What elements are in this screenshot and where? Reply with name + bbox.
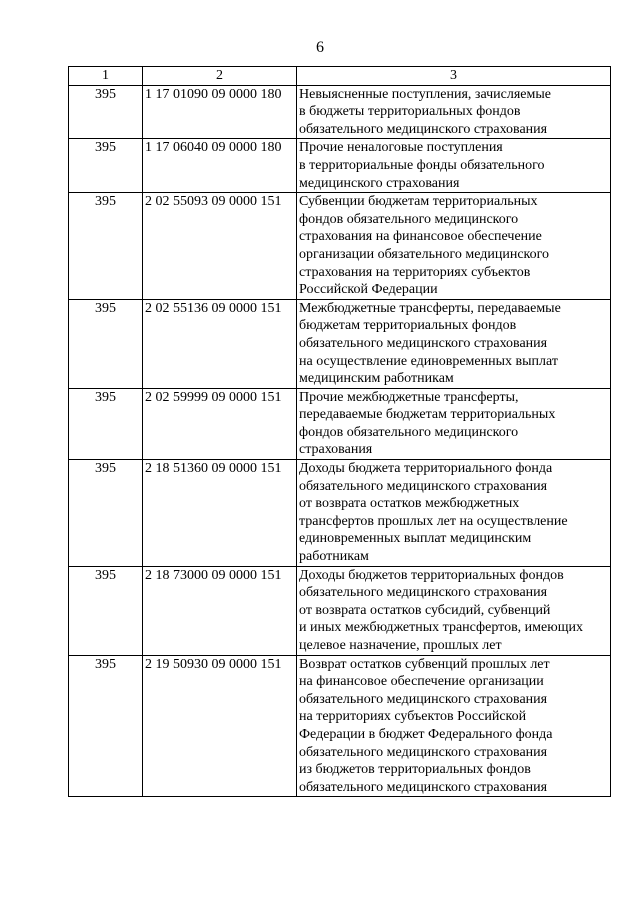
revenue-name-line: Субвенции бюджетам территориальных	[299, 194, 538, 210]
table-row	[69, 299, 611, 388]
revenue-name-cell	[297, 566, 611, 655]
table-row	[69, 85, 611, 139]
table-row	[69, 388, 611, 459]
table-row	[69, 460, 611, 567]
revenue-name-line: из бюджетов территориальных фондов	[299, 762, 531, 778]
admin-code-cell: 395	[69, 139, 143, 193]
revenue-name-line: на финансовое обеспечение организации	[299, 674, 544, 690]
revenue-name-line: бюджетам территориальных фондов	[299, 318, 517, 334]
revenue-name-line: работникам	[299, 549, 369, 565]
revenue-name-line: страхования на территориях субъектов	[299, 264, 531, 280]
admin-code-cell: 395	[69, 85, 143, 139]
table-row	[69, 193, 611, 300]
revenue-name-cell	[297, 85, 611, 139]
revenue-name-line: Прочие неналоговые поступления	[299, 140, 503, 156]
revenue-name-cell	[297, 139, 611, 193]
column-header-2: 2	[143, 67, 297, 86]
revenue-name-line: Доходы бюджета территориального фонда	[299, 461, 553, 477]
revenue-name-line: Возврат остатков субвенций прошлых лет	[299, 656, 550, 672]
revenue-name-line: передаваемые бюджетам территориальных	[299, 407, 556, 423]
revenue-name-line: Прочие межбюджетные трансферты,	[299, 389, 519, 405]
revenue-name-line: страхования	[299, 442, 373, 458]
revenue-name-line: в территориальные фонды обязательного	[299, 157, 545, 173]
revenue-name-line: Межбюджетные трансферты, передаваемые	[299, 300, 561, 316]
revenue-name-line: обязательного медицинского страхования	[299, 779, 548, 795]
admin-code-cell: 395	[69, 655, 143, 797]
revenue-name-line: целевое назначение, прошлых лет	[299, 638, 502, 653]
revenue-name-line: Федерации в бюджет Федерального фонда	[299, 726, 553, 742]
revenue-name-line: трансфертов прошлых лет на осуществление	[299, 513, 568, 529]
revenue-name-line: от возврата остатков субсидий, субвенций	[299, 602, 551, 618]
budget-classification-code-cell: 2 02 55136 09 0000 151	[143, 299, 297, 388]
admin-code-cell: 395	[69, 193, 143, 300]
table-row	[69, 655, 611, 797]
revenue-name-line: фондов обязательного медицинского	[299, 211, 519, 227]
revenue-name-cell	[297, 655, 611, 797]
budget-classification-code-cell: 2 19 50930 09 0000 151	[143, 655, 297, 797]
revenue-name-line: в бюджеты территориальных фондов	[299, 104, 521, 120]
admin-code-cell: 395	[69, 299, 143, 388]
table-row	[69, 139, 611, 193]
revenue-name-cell	[297, 388, 611, 459]
revenue-name-line: на осуществление единовременных выплат	[299, 353, 558, 369]
revenue-name-line: Доходы бюджетов территориальных фондов	[299, 567, 564, 583]
revenue-name-line: страхования на финансовое обеспечение	[299, 229, 542, 245]
column-header-1: 1	[69, 67, 143, 86]
revenue-name-line: и иных межбюджетных трансфертов, имеющих	[299, 620, 583, 636]
revenue-name-line: единовременных выплат медицинским	[299, 531, 532, 547]
budget-codes-table	[68, 66, 611, 797]
revenue-name-line: обязательного медицинского страхования	[299, 691, 548, 707]
revenue-name-line: фондов обязательного медицинского	[299, 424, 519, 440]
table-row	[69, 566, 611, 655]
page-number: 6	[316, 39, 324, 56]
budget-classification-code-cell: 1 17 01090 09 0000 180	[143, 85, 297, 139]
admin-code-cell: 395	[69, 566, 143, 655]
revenue-name-line: от возврата остатков межбюджетных	[299, 496, 520, 512]
budget-classification-code-cell: 2 02 55093 09 0000 151	[143, 193, 297, 300]
revenue-name-cell	[297, 299, 611, 388]
budget-classification-code-cell: 1 17 06040 09 0000 180	[143, 139, 297, 193]
budget-classification-code-cell: 2 18 73000 09 0000 151	[143, 566, 297, 655]
revenue-name-line: на территориях субъектов Российской	[299, 709, 527, 725]
revenue-name-line: Российской Федерации	[299, 282, 438, 298]
table-body	[69, 85, 611, 797]
budget-classification-code-cell: 2 02 59999 09 0000 151	[143, 388, 297, 459]
revenue-name-line: обязательного медицинского страхования	[299, 585, 548, 601]
revenue-name-line: обязательного медицинского страхования	[299, 335, 548, 351]
revenue-name-line: Невыясненные поступления, зачисляемые	[299, 86, 551, 102]
revenue-name-line: медицинским работникам	[299, 371, 454, 387]
revenue-name-cell	[297, 460, 611, 567]
column-header-3: 3	[297, 67, 611, 86]
revenue-name-line: обязательного медицинского страхования	[299, 478, 548, 494]
revenue-name-line: обязательного медицинского страхования	[299, 121, 548, 137]
budget-classification-code-cell: 2 18 51360 09 0000 151	[143, 460, 297, 567]
admin-code-cell: 395	[69, 460, 143, 567]
revenue-name-line: обязательного медицинского страхования	[299, 744, 548, 760]
revenue-name-cell	[297, 193, 611, 300]
admin-code-cell: 395	[69, 388, 143, 459]
revenue-name-line: организации обязательного медицинского	[299, 246, 550, 262]
header-row	[69, 67, 611, 86]
revenue-name-line: медицинского страхования	[299, 175, 460, 191]
